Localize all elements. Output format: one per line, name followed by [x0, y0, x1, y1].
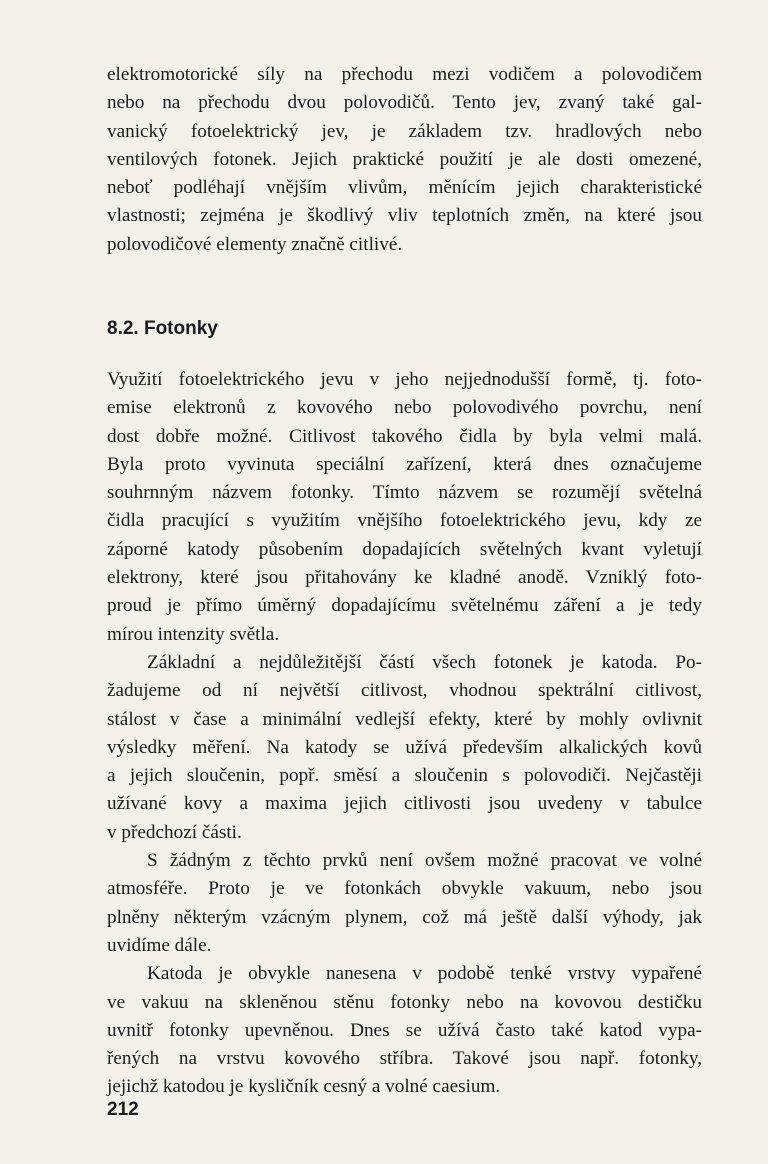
text-line: čidla pracující s využitím vnějšího fotoelektrického jevu, kdy ze	[107, 510, 702, 532]
text-line: neboť podléhají vnějším vlivům, měnícím jejich charakteristické	[107, 177, 702, 199]
text-line: uvidíme dále.	[107, 934, 212, 956]
text-line: polovodičové elementy značně citlivé.	[107, 233, 403, 255]
section-body	[107, 366, 702, 1102]
text-line: proud je přímo úměrný dopadajícímu světelnému záření a je tedy	[107, 595, 702, 617]
paragraph-cathode-layer	[107, 960, 702, 1101]
text-line: plněny některým vzácným plynem, což má ještě další výhody, jak	[107, 906, 702, 928]
text-line: elektromotorické síly na přechodu mezi vodičem a polovodičem	[107, 64, 702, 85]
text-line: vanický fotoelektrický jev, je základem tzv. hradlových nebo	[107, 120, 702, 142]
text-line: a jejich sloučenin, popř. směsí a sloučenin s polovodiči. Nejčastěji	[107, 765, 702, 787]
text-line: užívané kovy a maxima jejich citlivosti jsou uvedeny v tabulce	[107, 793, 702, 815]
text-line: emise elektronů z kovového nebo polovodivého povrchu, není	[107, 397, 702, 419]
text-line: uvnitř fotonky upevněnou. Dnes se užívá často také katod vypa-	[107, 1019, 702, 1041]
text-line: ventilových fotonek. Jejich praktické použití je ale dosti omezené,	[107, 148, 702, 170]
text-line: řených na vrstvu kovového stříbra. Takové jsou např. fotonky,	[107, 1048, 702, 1070]
text-line: Byla proto vyvinuta speciální zařízení, která dnes označujeme	[107, 453, 702, 475]
text-line: Katoda je obvykle nanesena v podobě tenké vrstvy vypařené	[147, 963, 702, 985]
page-number: 212	[107, 1099, 139, 1120]
text-line: elektrony, které jsou přitahovány ke kladné anodě. Vzniklý foto-	[107, 567, 702, 589]
text-line: Základní a nejdůležitější částí všech fotonek je katoda. Po-	[147, 651, 702, 673]
text-line: záporné katody působením dopadajících světelných kvant vyletují	[107, 538, 702, 560]
text-line: souhrnným názvem fotonky. Tímto názvem se rozumějí světelná	[107, 482, 702, 504]
text-line: Využití fotoelektrického jevu v jeho nejjednodušší formě, tj. foto-	[107, 369, 702, 390]
paragraph-cathode	[107, 649, 702, 847]
section-heading: 8.2. Fotonky	[107, 318, 218, 339]
text-line: stálost v čase a minimální vedlejší efekty, které by mohly ovlivnit	[107, 708, 702, 730]
paragraph-photocell-intro	[107, 366, 702, 649]
text-line: v předchozí části.	[107, 821, 242, 843]
paragraph-intro-block	[107, 61, 702, 259]
paragraph-atmosphere	[107, 847, 702, 960]
text-line: S žádným z těchto prvků není ovšem možné pracovat ve volné	[147, 850, 702, 872]
text-line: atmosféře. Proto je ve fotonkách obvykle vakuum, nebo jsou	[107, 878, 702, 900]
text-line: ve vakuu na skleněnou stěnu fotonky nebo na kovovou destičku	[107, 991, 702, 1013]
text-line: nebo na přechodu dvou polovodičů. Tento jev, zvaný také gal-	[107, 92, 702, 114]
text-line: žadujeme od ní největší citlivost, vhodnou spektrální citlivost,	[107, 680, 702, 702]
text-line: mírou intenzity světla.	[107, 623, 280, 645]
text-line: dost dobře možné. Citlivost takového čidla by byla velmi malá.	[107, 425, 702, 447]
text-line: výsledky měření. Na katody se užívá především alkalických kovů	[107, 736, 702, 758]
paragraph-galvanic-effect	[107, 61, 702, 259]
text-line: vlastnosti; zejména je škodlivý vliv teplotních změn, na které jsou	[107, 205, 702, 227]
text-line: jejichž katodou je kysličník cesný a volné caesium.	[107, 1076, 501, 1098]
